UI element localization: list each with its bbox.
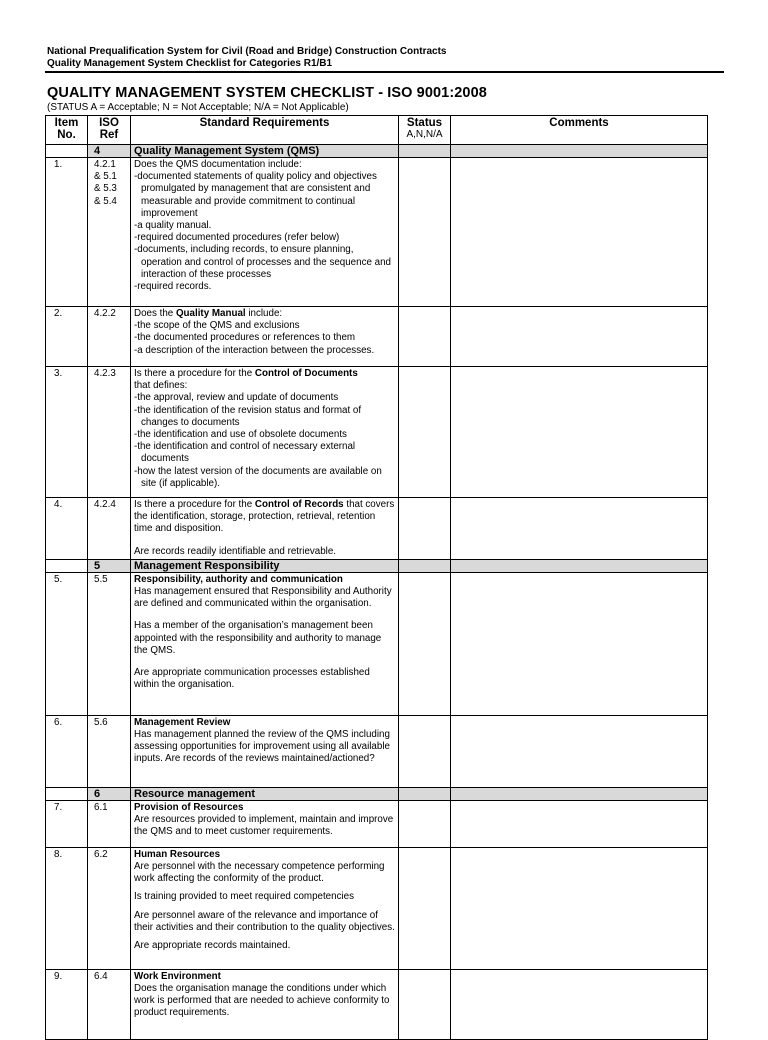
table-row bbox=[46, 307, 708, 367]
status-cell[interactable] bbox=[399, 847, 451, 969]
table-row bbox=[46, 969, 708, 1039]
comments-cell[interactable] bbox=[451, 498, 708, 560]
section-row bbox=[46, 559, 708, 572]
section-row bbox=[46, 787, 708, 800]
col-header-status: Status A,N,N/A bbox=[399, 116, 451, 145]
section-row bbox=[46, 145, 708, 158]
requirement-text: Management Review Has management planned the review of the QMS including assessing opportunities for improvement using all available inputs. Are records of the reviews maintained/actioned? bbox=[131, 715, 399, 787]
item-number: 9. bbox=[46, 969, 88, 1039]
status-cell[interactable] bbox=[399, 498, 451, 560]
item-number: 1. bbox=[46, 158, 88, 307]
status-cell[interactable] bbox=[399, 158, 451, 307]
requirement-text: Work Environment Does the organisation manage the conditions under which work is performed that are needed to achieve conformity to product requirements. bbox=[131, 969, 399, 1039]
section-title: Management Responsibility bbox=[131, 559, 399, 572]
item-number: 4. bbox=[46, 498, 88, 560]
status-cell[interactable] bbox=[399, 307, 451, 367]
status-legend: (STATUS A = Acceptable; N = Not Acceptable; N/A = Not Applicable) bbox=[47, 102, 349, 113]
item-number: 2. bbox=[46, 307, 88, 367]
header-divider bbox=[45, 71, 724, 73]
item-number: 7. bbox=[46, 800, 88, 847]
status-options: A,N,N/A bbox=[406, 129, 443, 140]
item-number: 3. bbox=[46, 367, 88, 498]
col-header-comments: Comments bbox=[451, 116, 708, 145]
col-header-iso-ref: ISO Ref bbox=[88, 116, 131, 145]
requirement-text: Is there a procedure for the Control of Records that covers the identification, storage, protection, retrieval, retention time and disposition. Are records readily identifiable and retrievable. bbox=[131, 498, 399, 560]
iso-ref: 4.2.1 & 5.1 & 5.3 & 5.4 bbox=[88, 158, 131, 307]
status-cell[interactable] bbox=[399, 572, 451, 715]
section-number: 4 bbox=[88, 145, 131, 158]
col-header-item: Item No. bbox=[46, 116, 88, 145]
table-header-row bbox=[46, 116, 708, 145]
table-row bbox=[46, 158, 708, 307]
requirement-text: Is there a procedure for the Control of Documents that defines: -the approval, review and update of documents -the identification of the revision status and format of changes to documents -the identification and use of obsolete documents -the identification and control of necessary external documents -how the latest version of the documents are available on site (if applicable). bbox=[131, 367, 399, 498]
status-cell[interactable] bbox=[399, 800, 451, 847]
section-number: 6 bbox=[88, 787, 131, 800]
iso-ref: 4.2.4 bbox=[88, 498, 131, 560]
iso-ref: 6.1 bbox=[88, 800, 131, 847]
comments-cell[interactable] bbox=[451, 572, 708, 715]
comments-cell[interactable] bbox=[451, 307, 708, 367]
comments-cell[interactable] bbox=[451, 158, 708, 307]
iso-ref: 6.4 bbox=[88, 969, 131, 1039]
iso-ref: 4.2.3 bbox=[88, 367, 131, 498]
table-row bbox=[46, 800, 708, 847]
comments-cell[interactable] bbox=[451, 800, 708, 847]
status-cell[interactable] bbox=[399, 367, 451, 498]
document-header-line2: Quality Management System Checklist for Categories R1/B1 bbox=[47, 58, 333, 69]
requirement-text: Does the Quality Manual include: -the scope of the QMS and exclusions -the documented procedures or references to them -a description of the interaction between the processes. bbox=[131, 307, 399, 367]
item-number: 8. bbox=[46, 847, 88, 969]
section-number: 5 bbox=[88, 559, 131, 572]
section-title: Quality Management System (QMS) bbox=[131, 145, 399, 158]
status-cell[interactable] bbox=[399, 969, 451, 1039]
table-row bbox=[46, 572, 708, 715]
comments-cell[interactable] bbox=[451, 367, 708, 498]
iso-ref: 5.5 bbox=[88, 572, 131, 715]
checklist-table bbox=[45, 115, 708, 1040]
iso-ref: 4.2.2 bbox=[88, 307, 131, 367]
table-row bbox=[46, 498, 708, 560]
table-row bbox=[46, 715, 708, 787]
table-row bbox=[46, 847, 708, 969]
iso-ref: 5.6 bbox=[88, 715, 131, 787]
status-cell[interactable] bbox=[399, 715, 451, 787]
item-number: 6. bbox=[46, 715, 88, 787]
comments-cell[interactable] bbox=[451, 847, 708, 969]
comments-cell[interactable] bbox=[451, 969, 708, 1039]
iso-ref: 6.2 bbox=[88, 847, 131, 969]
checklist-title: QUALITY MANAGEMENT SYSTEM CHECKLIST - ISO 9001:2008 bbox=[47, 85, 487, 101]
requirement-text: Responsibility, authority and communication Has management ensured that Responsibility and Authority are defined and communicated within the organisation. Has a member of the organisation’s management been appointed with the responsibility and authority to manage the QMS. Are appropriate communication processes established within the organisation. bbox=[131, 572, 399, 715]
requirement-text: Human Resources Are personnel with the necessary competence performing work affecting the conformity of the product. Is training provided to meet required competencies Are personnel aware of the relevance and importance of their activities and their contribution to the quality objectives. Are appropriate records maintained. bbox=[131, 847, 399, 969]
document-header-line1: National Prequalification System for Civil (Road and Bridge) Construction Contracts bbox=[47, 46, 447, 57]
item-number: 5. bbox=[46, 572, 88, 715]
col-header-requirements: Standard Requirements bbox=[131, 116, 399, 145]
table-row bbox=[46, 367, 708, 498]
comments-cell[interactable] bbox=[451, 715, 708, 787]
section-title: Resource management bbox=[131, 787, 399, 800]
requirement-text: Provision of Resources Are resources provided to implement, maintain and improve the QMS and to meet customer requirements. bbox=[131, 800, 399, 847]
requirement-text: Does the QMS documentation include: -documented statements of quality policy and objectives promulgated by management that are consistent and measurable and provide commitment to continual improvement -a quality manual. -required documented procedures (refer below) -documents, including records, to ensure planning, operation and control of processes and the sequence and interaction of these processes -required records. bbox=[131, 158, 399, 307]
